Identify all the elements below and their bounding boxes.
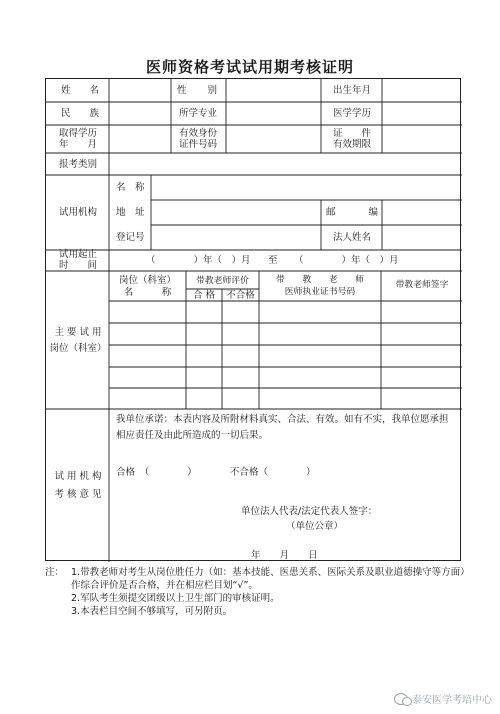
watermark-text: 泰安医学考培中心 [412,695,492,706]
postcode-label: 邮 编 [326,207,378,218]
major-label: 所学专业 [178,108,217,119]
period-label-1: 试用起止 [58,249,97,260]
promise-text: 我单位承诺：本表内容及所附材料真实、合法、有效。如有不实，我单位愿承担相应责任及由此所造成的一切后果。 [116,414,449,441]
page-title: 医师资格考试试用期考核证明 [145,58,354,76]
date-label: 年 月 日 [251,550,318,561]
id-valid-label-1: 证 件 [332,128,371,139]
col-fail-header: 不合格 [226,290,255,301]
gender-label: 性 别 [177,85,217,96]
opinion-section-label-2: 考 核 意 见 [54,489,102,500]
grad-date-label-2: 年 月 [58,139,97,150]
col-post-header-1: 岗位（科室） [118,275,176,286]
wechat-icon [394,693,408,705]
period-to: （ ）年（ ）月 [294,255,399,266]
note-item-3: 3.本表栏目空间不够填写，可另附页。 [71,606,233,617]
col-eval-header: 带教老师评价 [196,276,249,286]
institution-address-label: 地 址 [116,207,145,218]
note-item-1: 1.带教老师对考生从岗位胜任力（如：基本技能、医患关系、医际关系及职业道德操守等方面）作综合评价是否合格，并在相应栏目划“√”。 [71,567,470,591]
period-to-word: 至 [268,255,278,266]
period-from: （ ）年（ ）月 [146,255,251,266]
posts-section-label-2: 岗位（科室） [49,343,107,354]
col-pass-header: 合 格 [192,290,216,301]
form-grid [46,79,462,562]
birth-label: 出生年月 [332,85,371,96]
registration-label: 登记号 [116,232,145,243]
ethnicity-label: 民 族 [61,108,100,119]
notes [45,566,475,618]
id-valid-label-2: 有效期限 [332,139,371,150]
legal-rep-label: 法人姓名 [332,232,371,243]
watermark [394,691,492,706]
grad-date-label-1: 取得学历 [58,128,97,139]
period-label-2: 时 间 [58,260,97,271]
opinion-section-label-1: 试 用 机 构 [54,471,102,482]
col-cert-header-1: 带 教 老 师 [276,275,364,285]
col-post-header-2: 名 称 [123,287,172,298]
col-cert-header-2: 医师执业证书号码 [284,287,356,297]
note-item-2: 2.军队考生须提交团级以上卫生部门的审核证明。 [71,593,280,604]
name-label: 姓 名 [61,85,100,96]
posts-section-label-1: 主 要 试 用 [54,327,102,338]
notes-lead: 注： [45,567,65,578]
pass-option: 合格 （ ） [116,467,197,478]
seal-label: （单位公章） [286,521,344,532]
col-sign-header: 带教老师签字 [395,280,449,290]
id-number-label-2: 证件号码 [178,139,217,150]
fail-option: 不合格（ ） [230,467,316,478]
institution-name-label: 名 称 [116,182,145,193]
education-label: 医学学历 [332,108,371,119]
signature-label: 单位法人代表/法定代表人签字： [241,506,378,517]
exam-category-label: 报考类别 [58,159,97,170]
certificate-form [45,78,461,561]
institution-section-label: 试用机构 [58,207,97,218]
id-number-label-1: 有效身份 [178,128,217,139]
